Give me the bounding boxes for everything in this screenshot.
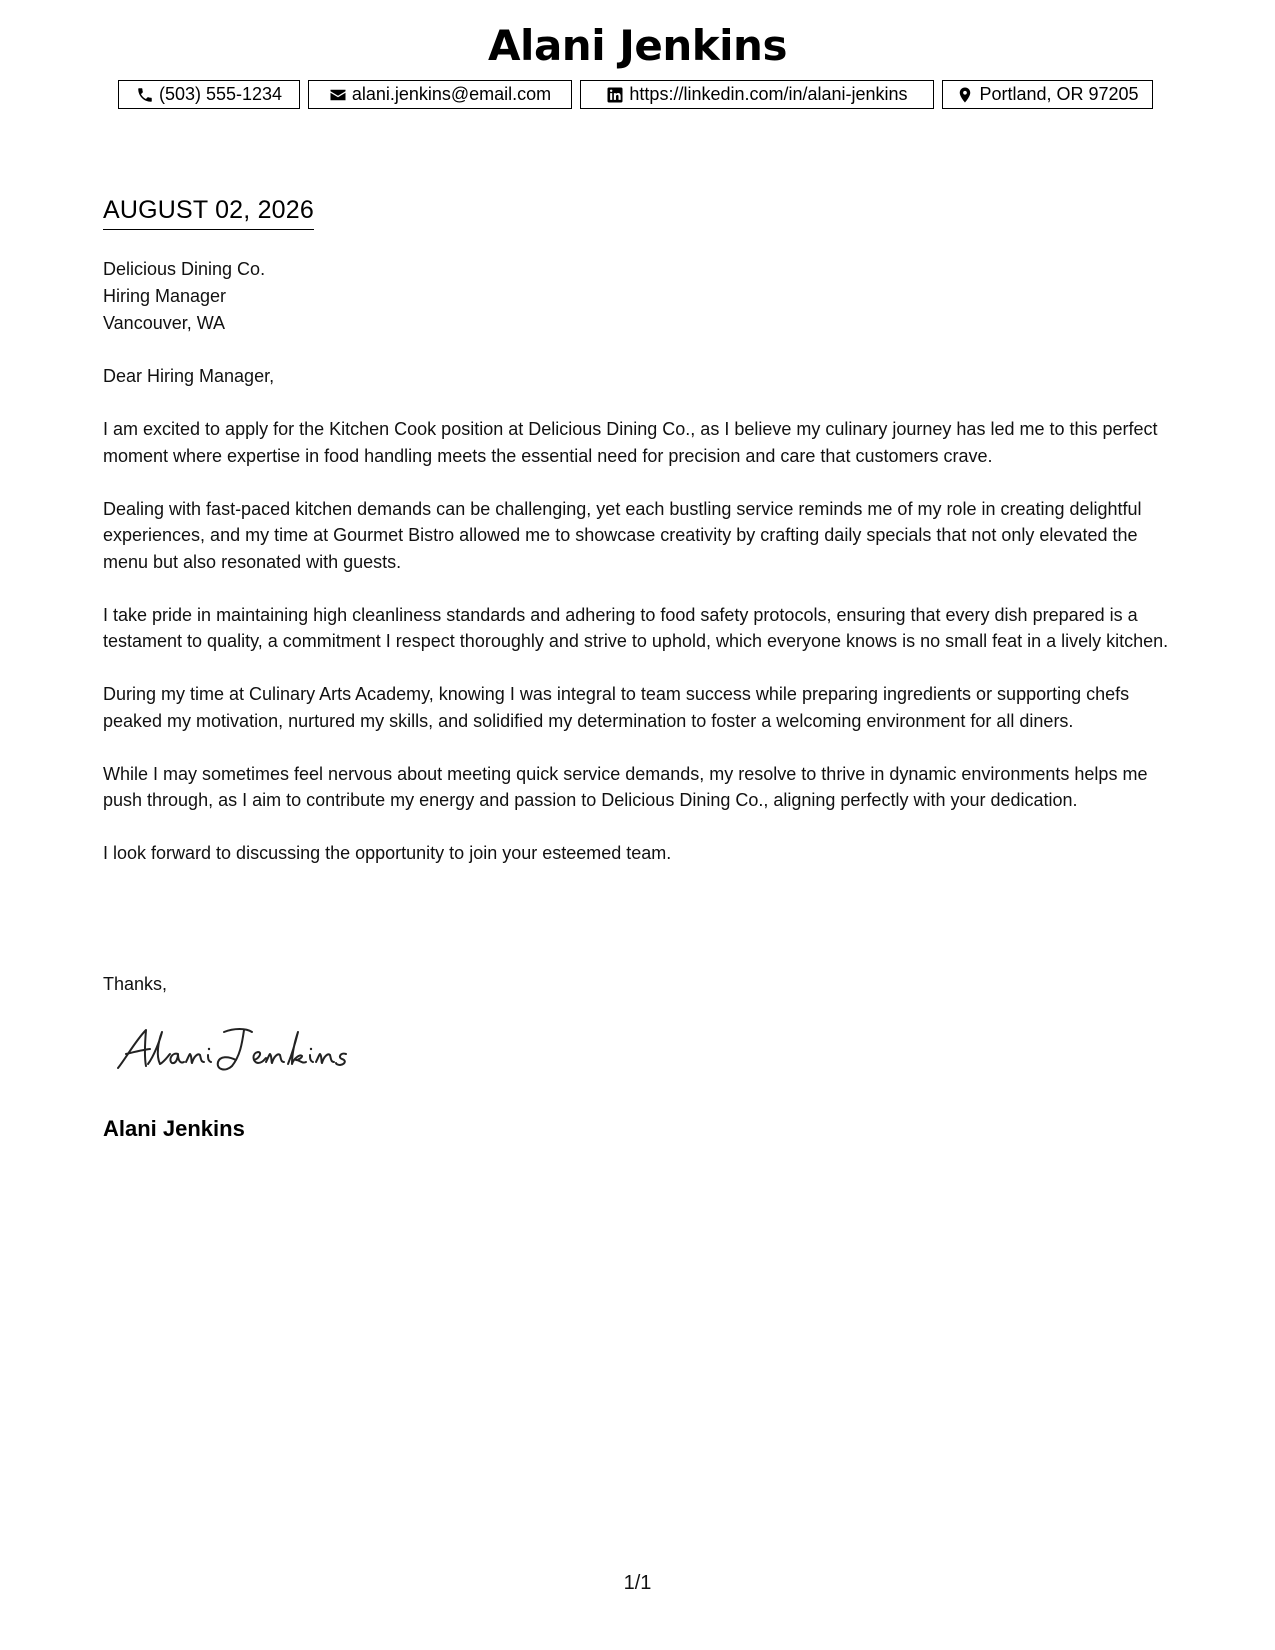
body-paragraph: During my time at Culinary Arts Academy, knowing I was integral to team success while preparing ingredients or supporting chefs peaked my motivation, nurtured my skills, and solidified my determination to foster a welcoming environment for all diners. — [103, 684, 1130, 731]
linkedin-icon — [606, 86, 624, 104]
recipient-block — [103, 256, 265, 337]
handwritten-signature — [112, 1018, 352, 1078]
contact-location — [942, 80, 1153, 109]
contact-phone — [118, 80, 300, 109]
recipient-company: Delicious Dining Co. — [103, 259, 266, 279]
contact-linkedin — [580, 80, 934, 109]
phone-text: (503) 555-1234 — [158, 84, 283, 104]
location-text: Portland, OR 97205 — [979, 84, 1139, 104]
page-indicator: 1/1 — [623, 1572, 652, 1594]
recipient-location: Vancouver, WA — [103, 313, 226, 333]
applicant-name: Alani Jenkins — [488, 21, 787, 70]
phone-icon — [136, 86, 154, 104]
body-paragraph: I look forward to discussing the opportunity to join your esteemed team. — [103, 843, 672, 863]
map-pin-icon — [956, 86, 974, 104]
letter-body — [103, 363, 1183, 893]
body-paragraph: I am excited to apply for the Kitchen Cook position at Delicious Dining Co., as I believe my culinary journey has led me to this perfect moment where expertise in food handling meets the essential need for precision and care that customers crave. — [103, 419, 1158, 466]
body-paragraph: Dealing with fast-paced kitchen demands can be challenging, yet each bustling service reminds me of my role in creating delightful experiences, and my time at Gourmet Bistro allowed me to showcase creativity by crafting daily specials that not only elevated the menu but also resonated with guests. — [103, 498, 1142, 572]
email-text: alani.jenkins@email.com — [351, 84, 552, 104]
envelope-icon — [329, 86, 347, 104]
contact-bar — [118, 80, 1158, 111]
closing: Thanks, — [103, 974, 168, 994]
signer-name: Alani Jenkins — [103, 1116, 245, 1141]
body-paragraph: While I may sometimes feel nervous about meeting quick service demands, my resolve to thrive in dynamic environments helps me push through, as I aim to contribute my energy and passion to Delicious Dining Co., aligning perfectly with your dedication. — [103, 763, 1148, 810]
salutation: Dear Hiring Manager, — [103, 366, 275, 386]
recipient-title: Hiring Manager — [103, 286, 227, 306]
body-paragraph: I take pride in maintaining high cleanliness standards and adhering to food safety protocols, ensuring that every dish prepared is a testament to quality, a commitment I respect thoroughly and strive to uphold, which everyone knows is no small feat in a lively kitchen. — [103, 604, 1169, 651]
letter-date: AUGUST 02, 2026 — [103, 193, 314, 230]
linkedin-text: https://linkedin.com/in/alani-jenkins — [629, 84, 908, 104]
contact-email — [308, 80, 572, 109]
